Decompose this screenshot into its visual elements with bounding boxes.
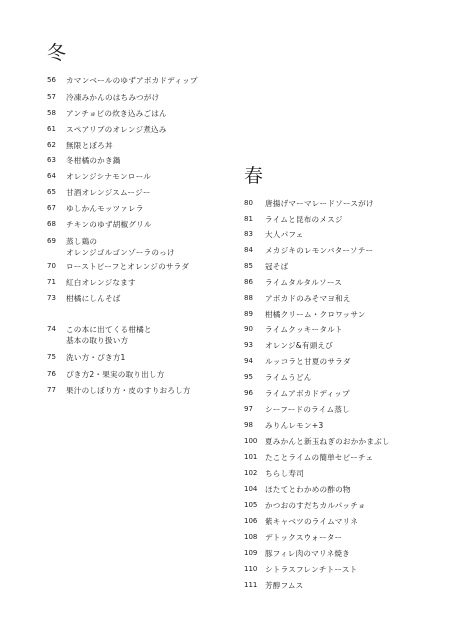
entry-title: 大人パフェ <box>265 230 304 239</box>
entry-title: ライムタルタルソース <box>265 278 343 287</box>
entry-title-line2: 基本の取り扱い方 <box>66 336 129 345</box>
page-number: 86 <box>244 278 253 286</box>
entry-title: ルッコラと甘夏のサラダ <box>265 357 351 366</box>
page-number: 75 <box>47 353 56 361</box>
page-number: 102 <box>244 469 258 477</box>
page-number: 69 <box>47 237 56 245</box>
entry-title: メカジキのレモンバターソテー <box>265 246 374 255</box>
page-number: 80 <box>244 199 253 207</box>
entry-title: 唐揚げマーマレードソースがけ <box>265 199 374 208</box>
entry-title: 甘酒オレンジスムージー <box>66 188 151 197</box>
page-number: 83 <box>244 230 253 238</box>
spring-heading: 春 <box>244 165 264 187</box>
entry-title: 豚フィレ肉のマリネ焼き <box>265 549 350 558</box>
entry-title: 柑橘クリーム・クロワッサン <box>265 310 366 319</box>
page-number: 105 <box>244 501 258 509</box>
entry-title: スペアリブのオレンジ煮込み <box>66 125 167 134</box>
entry-title: かつおのすだちカルパッチョ <box>265 501 366 510</box>
page-number: 89 <box>244 310 253 318</box>
page-number: 57 <box>47 93 56 101</box>
page-number: 96 <box>244 389 253 397</box>
page-number: 77 <box>47 386 56 394</box>
entry-title: チキンのゆず胡椒グリル <box>66 220 152 229</box>
entry-title: 冷凍みかんのはちみつがけ <box>66 93 160 102</box>
page-number: 98 <box>244 421 253 429</box>
entry-title: たことライムの簡単セビーチェ <box>265 453 374 462</box>
entry-title: ライムクッキータルト <box>265 325 343 334</box>
entry-title: みりんレモン+3 <box>265 421 324 430</box>
entry-title-line2: オレンジゴルゴンゾーラのっけ <box>66 248 175 257</box>
entry-title: アンチョビの炊き込みごはん <box>66 109 167 118</box>
page-number: 61 <box>47 125 56 133</box>
entry-title: ライムうどん <box>265 373 312 382</box>
page-number: 94 <box>244 357 253 365</box>
entry-title: ぴき方2・果実の取り出し方 <box>66 370 165 379</box>
entry-title: カマンベールのゆずアボカドディップ <box>66 76 198 85</box>
entry-title: 柑橘にしんそば <box>66 294 121 303</box>
page-number: 93 <box>244 341 253 349</box>
page-number: 97 <box>244 405 253 413</box>
entry-title: 紅白オレンジなます <box>66 278 136 287</box>
entry-title: この本に出てくる柑橘と <box>66 325 152 334</box>
page-number: 63 <box>47 156 56 164</box>
page-number: 67 <box>47 204 56 212</box>
page-number: 111 <box>244 581 258 589</box>
page-number: 71 <box>47 278 56 286</box>
entry-title: デトックスウォーター <box>265 533 343 542</box>
page-number: 68 <box>47 220 56 228</box>
page-number: 73 <box>47 294 56 302</box>
entry-title: 洗い方・ぴき方1 <box>66 353 126 362</box>
page-number: 90 <box>244 325 253 333</box>
entry-title: 冬柑橘のかき鍋 <box>66 156 121 165</box>
entry-title: ほたてとわかめの酢の物 <box>265 485 351 494</box>
entry-title: オレンジ&有頭えび <box>265 341 334 350</box>
page-number: 64 <box>47 172 56 180</box>
page-number: 108 <box>244 533 258 541</box>
page-number: 62 <box>47 141 56 149</box>
entry-title: 蒸し鶏の <box>66 237 98 246</box>
entry-title: 夏みかんと新玉ねぎのおかかまぶし <box>265 437 390 446</box>
page-number: 110 <box>244 565 258 573</box>
entry-title: 果汁のしぼり方・皮のすりおろし方 <box>66 386 191 395</box>
entry-title: アボカドのみそマヨ和え <box>265 294 351 303</box>
winter-heading: 冬 <box>47 42 67 64</box>
entry-title: 芳醇フムス <box>265 581 304 590</box>
entry-title: 冠そば <box>265 262 289 271</box>
entry-title: シーフードのライム蒸し <box>265 405 350 414</box>
spring-toc <box>244 0 444 639</box>
page-number: 56 <box>47 76 56 84</box>
winter-toc <box>47 0 237 639</box>
entry-title: ゆしかんモッツァレラ <box>66 204 144 213</box>
page-number: 109 <box>244 549 258 557</box>
entry-title: シトラスフレンチトースト <box>265 565 358 574</box>
page-number: 85 <box>244 262 253 270</box>
page-number: 100 <box>244 437 258 445</box>
page-number: 104 <box>244 485 258 493</box>
page-number: 95 <box>244 373 253 381</box>
page-number: 70 <box>47 262 56 270</box>
entry-title: オレンジシナモンロール <box>66 172 152 181</box>
entry-title: ちらし寿司 <box>265 469 304 478</box>
entry-title: 紫キャベツのライムマリネ <box>265 517 358 526</box>
entry-title: 無限とぼろ丼 <box>66 141 113 150</box>
entry-title: ローストビーフとオレンジのサラダ <box>66 262 190 271</box>
page-number: 74 <box>47 325 56 333</box>
page-number: 58 <box>47 109 56 117</box>
page-number: 76 <box>47 370 56 378</box>
page-number: 88 <box>244 294 253 302</box>
entry-title: ライムと昆布のメスジ <box>265 215 343 224</box>
page-number: 81 <box>244 215 253 223</box>
entry-title: ライムアボカドディップ <box>265 389 350 398</box>
page-number: 84 <box>244 246 253 254</box>
page-number: 101 <box>244 453 258 461</box>
page-number: 106 <box>244 517 258 525</box>
page-number: 65 <box>47 188 56 196</box>
